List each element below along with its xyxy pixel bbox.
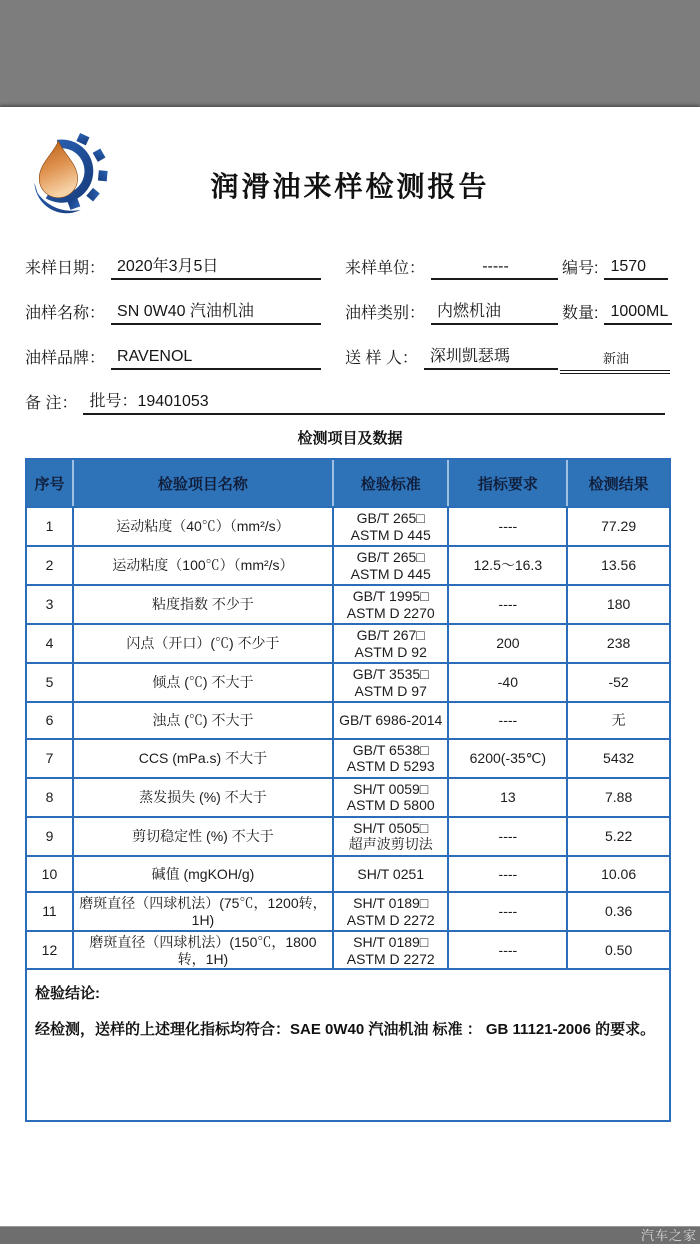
- table-cell: 浊点 (℃) 不大于: [72, 703, 332, 738]
- table-cell: -52: [566, 664, 669, 701]
- field-sample-unit: [345, 253, 558, 280]
- table-cell: 12: [41, 942, 58, 959]
- table-cell: ----: [447, 857, 566, 892]
- sample-unit-value: -----: [431, 258, 558, 280]
- table-cell-line: ASTM D 5800: [346, 797, 435, 813]
- sample-date-value: 2020年3月5日: [111, 253, 321, 280]
- serial-no-value: 1570: [604, 258, 668, 280]
- field-sampler: [345, 343, 558, 370]
- field-quantity: [562, 298, 668, 325]
- table-cell: ----: [447, 586, 566, 623]
- table-cell: 238: [566, 625, 669, 662]
- table-cell: [332, 586, 448, 623]
- field-sample-date: [25, 253, 321, 280]
- field-remarks: [25, 388, 665, 415]
- table-cell: ----: [447, 703, 566, 738]
- table-cell: 11: [42, 903, 57, 920]
- table-cell: [332, 703, 448, 738]
- table-cell: 7: [45, 749, 54, 766]
- sample-date-label: 来样日期：: [25, 260, 106, 277]
- table-header-cell: 序号: [34, 475, 65, 493]
- table-cell: 9: [45, 827, 54, 844]
- table-cell: 运动粘度（100℃）（mm²/s）: [72, 547, 332, 584]
- field-oil-condition: [560, 347, 670, 374]
- table-row: [27, 777, 669, 816]
- table-row: [27, 930, 669, 969]
- oil-category-label: 油样类别：: [345, 305, 426, 322]
- table-cell: 蒸发损失 (%) 不大于: [72, 779, 332, 816]
- table-cell: 0.50: [566, 932, 669, 969]
- quantity-label: 数量:: [562, 305, 599, 322]
- sampler-label: 送 样 人：: [345, 350, 418, 367]
- test-report-document: [0, 107, 700, 1227]
- table-cell: [332, 664, 448, 701]
- oil-condition-value: 新油: [560, 348, 670, 374]
- table-cell-line: GB/T 6986-2014: [339, 712, 443, 728]
- table-header-row: [27, 460, 669, 506]
- field-oil-name: [25, 298, 321, 325]
- table-cell: 闪点（开口）(℃) 不少于: [72, 625, 332, 662]
- conclusion-text: 经检测，送样的上述理化指标均符合：SAE 0W40 汽油机油 标准 ： GB 11121-2006 的要求。: [35, 1021, 656, 1038]
- table-cell-line: 超声波剪切法: [348, 836, 433, 852]
- table-cell-line: SH/T 0251: [357, 865, 425, 882]
- conclusion-box: [25, 968, 671, 1122]
- table-cell: ----: [447, 932, 566, 969]
- table-cell: 1: [45, 518, 54, 535]
- table-cell: [332, 932, 448, 969]
- field-oil-category: [345, 298, 558, 325]
- test-table: [25, 458, 671, 971]
- autohome-watermark: 汽车之家: [640, 1228, 697, 1243]
- remarks-label: 备 注：: [25, 395, 78, 412]
- table-cell-line: SH/T 0059□: [353, 780, 429, 797]
- viewer-bottom-bar: [0, 1226, 700, 1244]
- table-cell: [332, 818, 448, 855]
- table-cell-line: ASTM D 5293: [346, 758, 435, 774]
- field-serial-no: [562, 253, 668, 280]
- table-cell: 5.22: [566, 818, 669, 855]
- table-cell: -40: [447, 664, 566, 701]
- remarks-value: 批号：19401053: [83, 388, 665, 415]
- table-row: [27, 855, 669, 892]
- table-cell: 13.56: [566, 547, 669, 584]
- table-cell: 13: [447, 779, 566, 816]
- table-cell: 6200(-35℃): [447, 740, 566, 777]
- table-cell: 5432: [566, 740, 669, 777]
- table-cell: [332, 547, 448, 584]
- table-row: [27, 623, 669, 662]
- oil-name-label: 油样名称：: [25, 305, 106, 322]
- table-cell-line: GB/T 1995□: [352, 588, 429, 604]
- table-cell: 3: [45, 596, 54, 613]
- table-cell-line: ASTM D 2270: [346, 604, 435, 621]
- table-cell: 2: [45, 557, 54, 574]
- serial-no-label: 编号:: [562, 260, 599, 277]
- table-cell-line: GB/T 265□: [356, 510, 425, 526]
- table-cell-line: ASTM D 97: [354, 682, 427, 699]
- table-cell-line: GB/T 3535□: [352, 666, 429, 682]
- table-cell-line: ASTM D 92: [354, 643, 427, 660]
- table-cell: 8: [45, 788, 54, 805]
- table-cell: [332, 893, 448, 930]
- table-cell: 磨斑直径（四球机法）(75℃，1200转，1H): [72, 893, 332, 930]
- table-cell: 粘度指数 不少于: [72, 586, 332, 623]
- sampler-value: 深圳凱瑟瑪: [424, 343, 558, 370]
- table-row: [27, 506, 669, 545]
- table-cell: [332, 857, 448, 892]
- table-cell: 无: [566, 703, 669, 738]
- table-row: [27, 662, 669, 701]
- oil-name-value: SN 0W40 汽油机油: [111, 298, 321, 325]
- table-cell: 碱值 (mgKOH/g): [72, 857, 332, 892]
- table-cell-line: GB/T 265□: [356, 549, 425, 565]
- table-cell: ----: [447, 893, 566, 930]
- table-cell: 200: [447, 625, 566, 662]
- table-cell-line: ASTM D 2272: [346, 950, 435, 967]
- table-cell: 180: [566, 586, 669, 623]
- oil-category-value: 内燃机油: [431, 298, 558, 325]
- field-oil-brand: [25, 343, 321, 370]
- table-cell: CCS (mPa.s) 不大于: [72, 740, 332, 777]
- table-cell: 5: [45, 674, 54, 691]
- table-cell-line: GB/T 267□: [356, 627, 425, 643]
- table-row: [27, 738, 669, 777]
- table-cell: [332, 740, 448, 777]
- table-cell: ----: [447, 818, 566, 855]
- table-cell: 0.36: [566, 893, 669, 930]
- table-cell: 磨斑直径（四球机法）(150℃，1800转，1H): [72, 932, 332, 969]
- table-cell: ----: [447, 508, 566, 545]
- table-header-cell: 检测结果: [566, 460, 669, 506]
- sample-unit-label: 来样单位：: [345, 260, 426, 277]
- table-cell: 运动粘度（40℃）（mm²/s）: [72, 508, 332, 545]
- table-cell-line: ASTM D 445: [350, 526, 431, 543]
- oil-brand-label: 油样品牌：: [25, 350, 106, 367]
- table-cell: 12.5～16.3: [447, 547, 566, 584]
- oil-brand-value: RAVENOL: [111, 348, 321, 370]
- quantity-value: 1000ML: [604, 303, 672, 325]
- table-cell: 10.06: [566, 857, 669, 892]
- table-row: [27, 545, 669, 584]
- table-header-cell: 指标要求: [447, 460, 566, 506]
- table-cell: [332, 779, 448, 816]
- table-cell: 倾点 (℃) 不大于: [72, 664, 332, 701]
- table-cell: [332, 508, 448, 545]
- table-row: [27, 891, 669, 930]
- conclusion-heading: 检验结论:: [35, 985, 100, 1002]
- table-row: [27, 701, 669, 738]
- table-row: [27, 584, 669, 623]
- table-cell-line: GB/T 6538□: [352, 741, 429, 758]
- table-cell: 6: [45, 712, 54, 728]
- page-title: 润滑油来样检测报告: [210, 170, 490, 203]
- table-cell-line: ASTM D 445: [350, 565, 431, 582]
- table-cell-line: ASTM D 2272: [346, 911, 435, 928]
- table-row: [27, 816, 669, 855]
- table-cell: 7.88: [566, 779, 669, 816]
- table-cell: 10: [41, 865, 58, 882]
- table-cell: 77.29: [566, 508, 669, 545]
- table-cell: 4: [45, 635, 54, 652]
- table-cell-line: SH/T 0189□: [353, 934, 429, 950]
- table-header-cell: 检验标准: [332, 460, 448, 506]
- table-cell: [332, 625, 448, 662]
- table-header-cell: 检验项目名称: [72, 460, 332, 506]
- table-cell: 剪切稳定性 (%) 不大于: [72, 818, 332, 855]
- table-cell-line: SH/T 0505□: [353, 819, 429, 836]
- table-cell-line: SH/T 0189□: [353, 895, 429, 911]
- section-heading: 检测项目及数据: [297, 430, 403, 447]
